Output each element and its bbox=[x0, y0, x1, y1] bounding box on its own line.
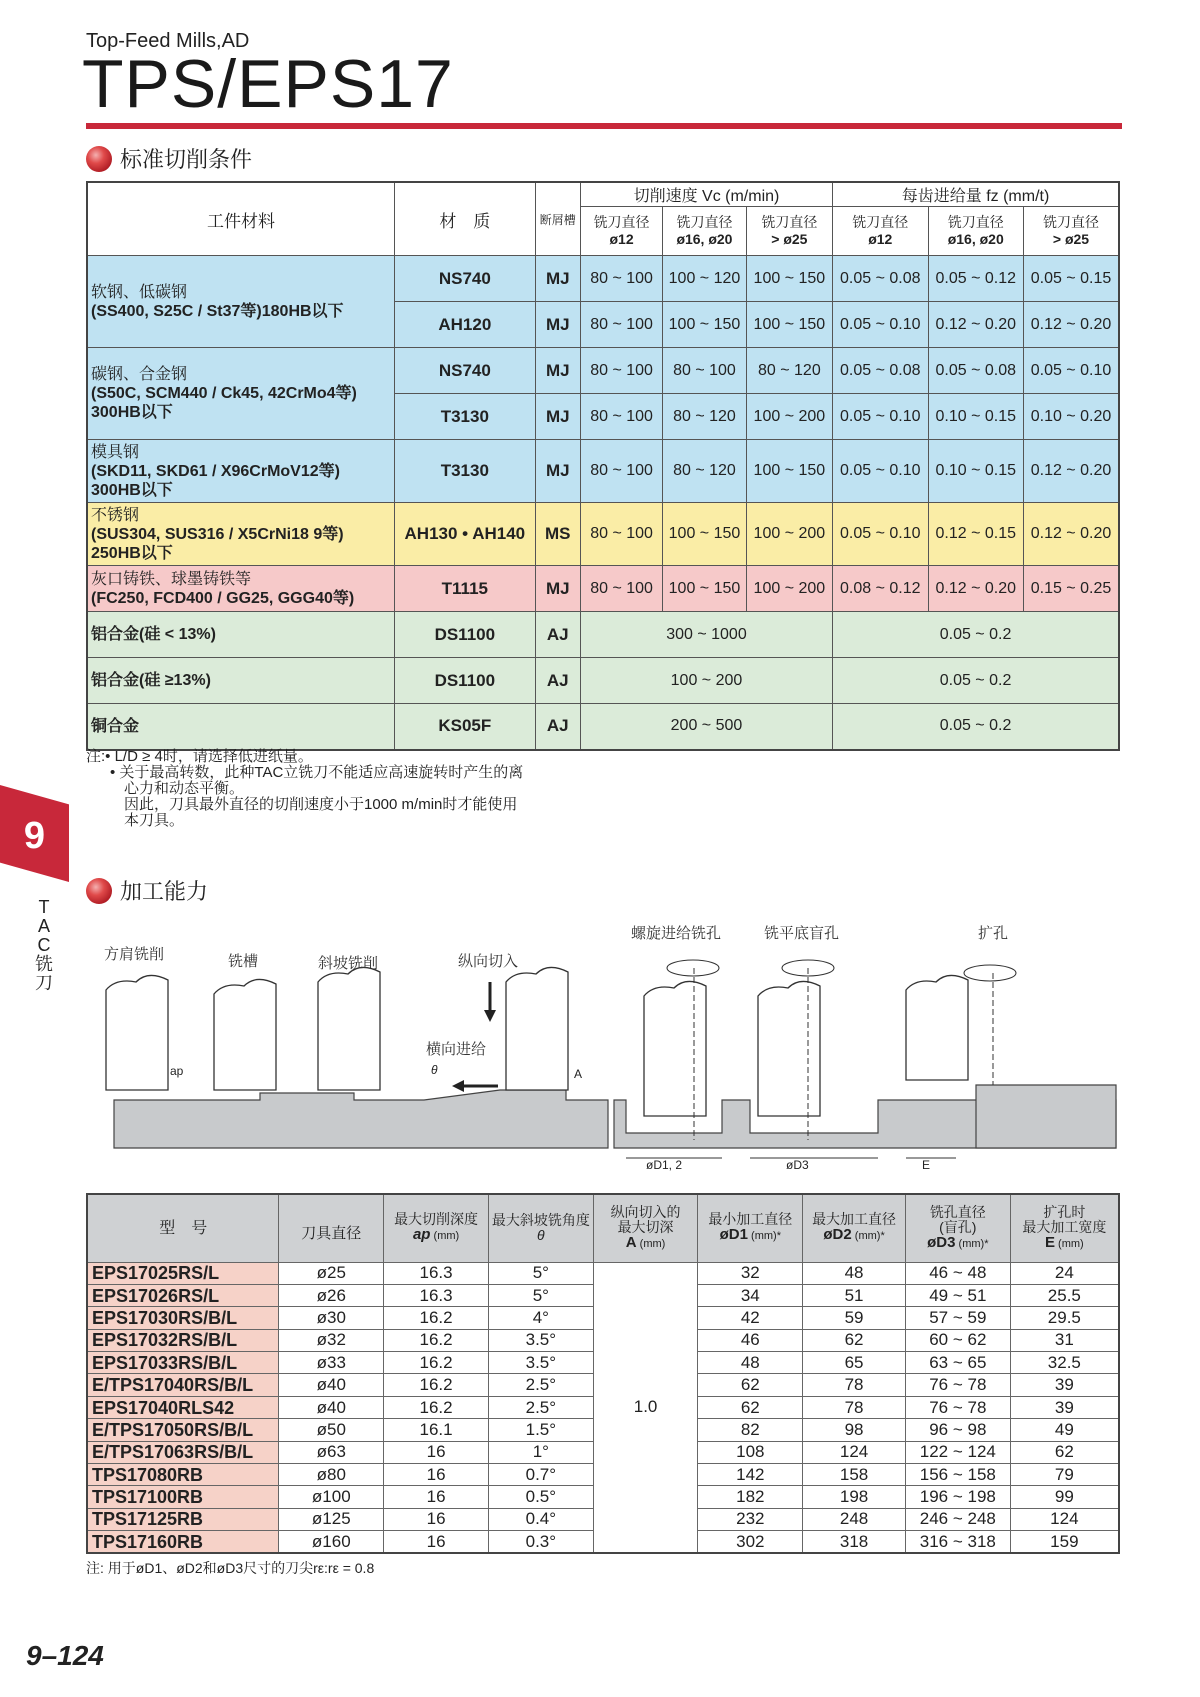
d2-cell: 62 bbox=[803, 1329, 906, 1351]
value-cell: 80 ~ 100 bbox=[580, 566, 662, 612]
dia-cell: ø125 bbox=[279, 1508, 384, 1530]
svg-text:E: E bbox=[922, 1158, 931, 1172]
dia-cell: ø26 bbox=[279, 1284, 384, 1306]
d2-cell: 124 bbox=[803, 1441, 906, 1463]
value-cell: 0.10 ~ 0.15 bbox=[928, 440, 1023, 503]
header-diameter: 刀具直径 bbox=[279, 1194, 384, 1262]
value-cell: 80 ~ 120 bbox=[663, 440, 746, 503]
ap-cell: 16 bbox=[384, 1441, 489, 1463]
A-value-cell: 1.0 bbox=[593, 1262, 698, 1553]
ap-cell: 16.3 bbox=[384, 1284, 489, 1306]
value-cell: 0.05 ~ 0.12 bbox=[928, 256, 1023, 302]
value-cell: 0.08 ~ 0.12 bbox=[833, 566, 928, 612]
value-cell: 80 ~ 100 bbox=[580, 348, 662, 394]
dia-cell: ø80 bbox=[279, 1464, 384, 1486]
value-cell: 0.10 ~ 0.20 bbox=[1023, 394, 1119, 440]
section-title: 加工能力 bbox=[120, 879, 209, 904]
value-cell: 0.12 ~ 0.20 bbox=[1023, 302, 1119, 348]
value-cell: 0.05 ~ 0.2 bbox=[833, 658, 1119, 704]
e-cell: 25.5 bbox=[1010, 1284, 1119, 1306]
ap-cell: 16.2 bbox=[384, 1352, 489, 1374]
model-cell: TPS17160RB bbox=[87, 1531, 279, 1553]
bullet-ball-icon bbox=[86, 146, 112, 172]
e-cell: 124 bbox=[1010, 1508, 1119, 1530]
subheader-vc-d16-20: 铣刀直径 ø16, ø20 bbox=[663, 207, 746, 256]
d1-cell: 32 bbox=[698, 1262, 803, 1284]
breaker-cell: AJ bbox=[535, 658, 580, 704]
d3-cell: 156 ~ 158 bbox=[905, 1464, 1010, 1486]
section-title: 标准切削条件 bbox=[120, 147, 253, 172]
material-cell: 铝合金(硅 ≥13%) bbox=[87, 658, 394, 704]
breaker-cell: MJ bbox=[535, 394, 580, 440]
subheader-fz-d12: 铣刀直径 ø12 bbox=[833, 207, 928, 256]
breaker-cell: MJ bbox=[535, 348, 580, 394]
d2-cell: 78 bbox=[803, 1396, 906, 1418]
ap-cell: 16.2 bbox=[384, 1396, 489, 1418]
note-line: • 关于最高转数，此种TAC立铣刀不能适应高速旋转时产生的离 bbox=[110, 764, 524, 781]
value-cell: 100 ~ 150 bbox=[746, 302, 832, 348]
section-heading-cutting-conditions bbox=[86, 143, 252, 174]
value-cell: 100 ~ 200 bbox=[580, 658, 832, 704]
value-cell: 0.05 ~ 0.10 bbox=[833, 440, 928, 503]
d3-cell: 60 ~ 62 bbox=[905, 1329, 1010, 1351]
model-cell: EPS17032RS/B/L bbox=[87, 1329, 279, 1351]
d1-cell: 302 bbox=[698, 1531, 803, 1553]
svg-text:øD3: øD3 bbox=[786, 1158, 809, 1172]
d3-cell: 57 ~ 59 bbox=[905, 1307, 1010, 1329]
d1-cell: 34 bbox=[698, 1284, 803, 1306]
header-cutting-speed: 切削速度 Vc (m/min) bbox=[580, 182, 832, 207]
model-cell: EPS17025RS/L bbox=[87, 1262, 279, 1284]
material-cell: 铜合金 bbox=[87, 704, 394, 750]
e-cell: 24 bbox=[1010, 1262, 1119, 1284]
value-cell: 100 ~ 150 bbox=[663, 503, 746, 566]
ap-cell: 16 bbox=[384, 1508, 489, 1530]
breaker-cell: MJ bbox=[535, 566, 580, 612]
theta-cell: 2.5° bbox=[488, 1374, 593, 1396]
d3-cell: 76 ~ 78 bbox=[905, 1396, 1010, 1418]
notes-block bbox=[86, 749, 523, 829]
op-label-shoulder: 方肩铣削 bbox=[104, 946, 165, 963]
table-row bbox=[87, 1262, 1119, 1284]
value-cell: 0.12 ~ 0.20 bbox=[928, 566, 1023, 612]
table-row bbox=[87, 566, 1119, 612]
table-row bbox=[87, 348, 1119, 394]
d2-cell: 158 bbox=[803, 1464, 906, 1486]
material-cell: 铝合金(硅 < 13%) bbox=[87, 612, 394, 658]
dia-cell: ø63 bbox=[279, 1441, 384, 1463]
notes-prefix: 注: bbox=[86, 748, 106, 765]
d2-cell: 198 bbox=[803, 1486, 906, 1508]
note-line: 心力和动态平衡。 bbox=[124, 780, 245, 797]
grade-cell: T1115 bbox=[394, 566, 535, 612]
e-cell: 29.5 bbox=[1010, 1307, 1119, 1329]
d1-cell: 232 bbox=[698, 1508, 803, 1530]
ap-cell: 16 bbox=[384, 1486, 489, 1508]
d3-cell: 76 ~ 78 bbox=[905, 1374, 1010, 1396]
table-row bbox=[87, 440, 1119, 503]
note-line: 因此，刀具最外直径的切削速度小于1000 m/min时才能使用 bbox=[124, 796, 518, 813]
d1-cell: 62 bbox=[698, 1374, 803, 1396]
grade-cell: NS740 bbox=[394, 348, 535, 394]
value-cell: 0.05 ~ 0.10 bbox=[833, 503, 928, 566]
table-row bbox=[87, 658, 1119, 704]
d2-cell: 59 bbox=[803, 1307, 906, 1329]
ap-cell: 16.2 bbox=[384, 1329, 489, 1351]
value-cell: 0.12 ~ 0.20 bbox=[1023, 503, 1119, 566]
table-row bbox=[87, 503, 1119, 566]
value-cell: 200 ~ 500 bbox=[580, 704, 832, 750]
header-D1: 最小加工直径 øD1 (mm)* bbox=[698, 1194, 803, 1262]
dia-cell: ø32 bbox=[279, 1329, 384, 1351]
value-cell: 0.10 ~ 0.15 bbox=[928, 394, 1023, 440]
d1-cell: 82 bbox=[698, 1419, 803, 1441]
theta-cell: 1.5° bbox=[488, 1419, 593, 1441]
capability-spec-table bbox=[86, 1193, 1120, 1554]
e-cell: 31 bbox=[1010, 1329, 1119, 1351]
value-cell: 100 ~ 150 bbox=[663, 566, 746, 612]
value-cell: 0.05 ~ 0.15 bbox=[1023, 256, 1119, 302]
value-cell: 80 ~ 100 bbox=[580, 503, 662, 566]
value-cell: 80 ~ 120 bbox=[746, 348, 832, 394]
svg-text:A: A bbox=[574, 1067, 583, 1081]
header-model: 型 号 bbox=[87, 1194, 279, 1262]
model-cell: E/TPS17063RS/B/L bbox=[87, 1441, 279, 1463]
machining-capability-diagram bbox=[86, 910, 1120, 1180]
theta-cell: 0.4° bbox=[488, 1508, 593, 1530]
d3-cell: 46 ~ 48 bbox=[905, 1262, 1010, 1284]
value-cell: 100 ~ 150 bbox=[746, 440, 832, 503]
e-cell: 159 bbox=[1010, 1531, 1119, 1553]
header-ap: 最大切削深度 ap (mm) bbox=[384, 1194, 489, 1262]
grade-cell: T3130 bbox=[394, 394, 535, 440]
material-cell: 不锈钢 (SUS304, SUS316 / X5CrNi18 9等) 250HB以下 bbox=[87, 503, 394, 566]
header-material: 工件材料 bbox=[87, 182, 394, 256]
breaker-cell: MS bbox=[535, 503, 580, 566]
header-breaker: 断屑槽 bbox=[535, 182, 580, 256]
ap-cell: 16.2 bbox=[384, 1374, 489, 1396]
breaker-cell: MJ bbox=[535, 440, 580, 503]
note-line: 本刀具。 bbox=[124, 812, 185, 829]
chapter-label: T A C 铣 刀 bbox=[35, 897, 53, 993]
dia-cell: ø25 bbox=[279, 1262, 384, 1284]
header-theta: 最大斜坡铣角度 θ bbox=[488, 1194, 593, 1262]
table-row bbox=[87, 704, 1119, 750]
value-cell: 80 ~ 100 bbox=[663, 348, 746, 394]
model-cell: EPS17033RS/B/L bbox=[87, 1352, 279, 1374]
op-label-boring: 扩孔 bbox=[978, 925, 1009, 942]
e-cell: 99 bbox=[1010, 1486, 1119, 1508]
dia-cell: ø30 bbox=[279, 1307, 384, 1329]
table-row bbox=[87, 612, 1119, 658]
svg-text:ap: ap bbox=[170, 1064, 184, 1078]
e-cell: 32.5 bbox=[1010, 1352, 1119, 1374]
d3-cell: 316 ~ 318 bbox=[905, 1531, 1010, 1553]
theta-cell: 2.5° bbox=[488, 1396, 593, 1418]
d2-cell: 51 bbox=[803, 1284, 906, 1306]
breaker-cell: AJ bbox=[535, 612, 580, 658]
note-line: • L/D ≥ 4时，请选择低进纸量。 bbox=[105, 748, 313, 765]
d2-cell: 318 bbox=[803, 1531, 906, 1553]
dia-cell: ø100 bbox=[279, 1486, 384, 1508]
model-cell: TPS17125RB bbox=[87, 1508, 279, 1530]
table-row bbox=[87, 256, 1119, 302]
d3-cell: 246 ~ 248 bbox=[905, 1508, 1010, 1530]
header-grade: 材 质 bbox=[394, 182, 535, 256]
theta-cell: 5° bbox=[488, 1284, 593, 1306]
breaker-cell: MJ bbox=[535, 256, 580, 302]
model-cell: TPS17080RB bbox=[87, 1464, 279, 1486]
material-cell: 软钢、低碳钢 (SS400, S25C / St37等)180HB以下 bbox=[87, 256, 394, 348]
value-cell: 100 ~ 150 bbox=[746, 256, 832, 302]
value-cell: 80 ~ 100 bbox=[580, 440, 662, 503]
header-D3: 铣孔直径 (盲孔) øD3 (mm)* bbox=[905, 1194, 1010, 1262]
model-cell: E/TPS17050RS/B/L bbox=[87, 1419, 279, 1441]
theta-cell: 1° bbox=[488, 1441, 593, 1463]
d1-cell: 182 bbox=[698, 1486, 803, 1508]
d1-cell: 142 bbox=[698, 1464, 803, 1486]
d3-cell: 196 ~ 198 bbox=[905, 1486, 1010, 1508]
ap-cell: 16.1 bbox=[384, 1419, 489, 1441]
theta-cell: 3.5° bbox=[488, 1329, 593, 1351]
value-cell: 0.05 ~ 0.08 bbox=[833, 348, 928, 394]
grade-cell: AH120 bbox=[394, 302, 535, 348]
grade-cell: KS05F bbox=[394, 704, 535, 750]
op-label-pocket: 铣平底盲孔 bbox=[764, 925, 840, 942]
grade-cell: DS1100 bbox=[394, 658, 535, 704]
e-cell: 79 bbox=[1010, 1464, 1119, 1486]
d2-cell: 48 bbox=[803, 1262, 906, 1284]
capability-drawing bbox=[86, 910, 1120, 1180]
bullet-ball-icon bbox=[86, 878, 112, 904]
theta-cell: 5° bbox=[488, 1262, 593, 1284]
subheader-fz-d25: 铣刀直径 > ø25 bbox=[1023, 207, 1119, 256]
e-cell: 62 bbox=[1010, 1441, 1119, 1463]
material-cell: 碳钢、合金钢 (S50C, SCM440 / Ck45, 42CrMo4等) 300HB以下 bbox=[87, 348, 394, 440]
op-label-plunge: 纵向切入 bbox=[458, 953, 519, 970]
d1-cell: 42 bbox=[698, 1307, 803, 1329]
page-number: 9–124 bbox=[26, 1640, 104, 1671]
op-label-traverse: 横向进给 bbox=[426, 1041, 487, 1058]
page-title: TPS/EPS17 bbox=[82, 46, 454, 122]
value-cell: 80 ~ 100 bbox=[580, 256, 662, 302]
model-cell: EPS17026RS/L bbox=[87, 1284, 279, 1306]
value-cell: 0.05 ~ 0.2 bbox=[833, 704, 1119, 750]
op-label-helical: 螺旋进给铣孔 bbox=[631, 925, 722, 942]
material-cell: 模具钢 (SKD11, SKD61 / X96CrMoV12等) 300HB以下 bbox=[87, 440, 394, 503]
d3-cell: 96 ~ 98 bbox=[905, 1419, 1010, 1441]
material-cell: 灰口铸铁、球墨铸铁等 (FC250, FCD400 / GG25, GGG40等) bbox=[87, 566, 394, 612]
subheader-fz-d16-20: 铣刀直径 ø16, ø20 bbox=[928, 207, 1023, 256]
header-D2: 最大加工直径 øD2 (mm)* bbox=[803, 1194, 906, 1262]
e-cell: 39 bbox=[1010, 1374, 1119, 1396]
header-A: 纵向切入的 最大切深 A (mm) bbox=[593, 1194, 698, 1262]
cutting-conditions-table bbox=[86, 181, 1120, 751]
d1-cell: 62 bbox=[698, 1396, 803, 1418]
model-cell: EPS17040RLS42 bbox=[87, 1396, 279, 1418]
d2-cell: 78 bbox=[803, 1374, 906, 1396]
value-cell: 100 ~ 200 bbox=[746, 394, 832, 440]
ap-cell: 16.2 bbox=[384, 1307, 489, 1329]
value-cell: 300 ~ 1000 bbox=[580, 612, 832, 658]
model-cell: TPS17100RB bbox=[87, 1486, 279, 1508]
subheader-vc-d12: 铣刀直径 ø12 bbox=[580, 207, 662, 256]
value-cell: 100 ~ 200 bbox=[746, 566, 832, 612]
e-cell: 39 bbox=[1010, 1396, 1119, 1418]
theta-cell: 3.5° bbox=[488, 1352, 593, 1374]
value-cell: 0.05 ~ 0.08 bbox=[833, 256, 928, 302]
dia-cell: ø50 bbox=[279, 1419, 384, 1441]
value-cell: 100 ~ 120 bbox=[663, 256, 746, 302]
tool-shoulder bbox=[106, 975, 168, 1090]
header-E: 扩孔时 最大加工宽度 E (mm) bbox=[1010, 1194, 1119, 1262]
value-cell: 80 ~ 100 bbox=[580, 302, 662, 348]
value-cell: 0.05 ~ 0.10 bbox=[833, 394, 928, 440]
grade-cell: T3130 bbox=[394, 440, 535, 503]
theta-cell: 4° bbox=[488, 1307, 593, 1329]
breaker-cell: AJ bbox=[535, 704, 580, 750]
value-cell: 0.12 ~ 0.20 bbox=[928, 302, 1023, 348]
d2-cell: 65 bbox=[803, 1352, 906, 1374]
dia-cell: ø40 bbox=[279, 1374, 384, 1396]
e-cell: 49 bbox=[1010, 1419, 1119, 1441]
op-label-slot: 铣槽 bbox=[228, 953, 259, 970]
dia-cell: ø40 bbox=[279, 1396, 384, 1418]
value-cell: 0.05 ~ 0.08 bbox=[928, 348, 1023, 394]
subheader-vc-d25: 铣刀直径 > ø25 bbox=[746, 207, 832, 256]
grade-cell: NS740 bbox=[394, 256, 535, 302]
ap-cell: 16 bbox=[384, 1531, 489, 1553]
theta-cell: 0.5° bbox=[488, 1486, 593, 1508]
value-cell: 0.05 ~ 0.10 bbox=[833, 302, 928, 348]
d2-cell: 248 bbox=[803, 1508, 906, 1530]
dia-cell: ø160 bbox=[279, 1531, 384, 1553]
ap-cell: 16 bbox=[384, 1464, 489, 1486]
value-cell: 100 ~ 200 bbox=[746, 503, 832, 566]
d3-cell: 63 ~ 65 bbox=[905, 1352, 1010, 1374]
grade-cell: AH130 • AH140 bbox=[394, 503, 535, 566]
d1-cell: 108 bbox=[698, 1441, 803, 1463]
section-heading-capability bbox=[86, 875, 208, 906]
value-cell: 0.12 ~ 0.20 bbox=[1023, 440, 1119, 503]
grade-cell: DS1100 bbox=[394, 612, 535, 658]
theta-cell: 0.7° bbox=[488, 1464, 593, 1486]
chapter-number: 9 bbox=[23, 815, 46, 857]
header-feed-per-tooth: 每齿进给量 fz (mm/t) bbox=[833, 182, 1119, 207]
d1-cell: 46 bbox=[698, 1329, 803, 1351]
breaker-cell: MJ bbox=[535, 302, 580, 348]
d3-cell: 49 ~ 51 bbox=[905, 1284, 1010, 1306]
value-cell: 0.05 ~ 0.10 bbox=[1023, 348, 1119, 394]
spec-footnote: 注: 用于øD1、øD2和øD3尺寸的刀尖rε:rε = 0.8 bbox=[86, 1560, 375, 1576]
value-cell: 80 ~ 120 bbox=[663, 394, 746, 440]
theta-cell: 0.3° bbox=[488, 1531, 593, 1553]
value-cell: 0.12 ~ 0.15 bbox=[928, 503, 1023, 566]
model-cell: E/TPS17040RS/B/L bbox=[87, 1374, 279, 1396]
d2-cell: 98 bbox=[803, 1419, 906, 1441]
ap-cell: 16.3 bbox=[384, 1262, 489, 1284]
value-cell: 0.15 ~ 0.25 bbox=[1023, 566, 1119, 612]
d1-cell: 48 bbox=[698, 1352, 803, 1374]
d3-cell: 122 ~ 124 bbox=[905, 1441, 1010, 1463]
value-cell: 100 ~ 150 bbox=[663, 302, 746, 348]
dia-cell: ø33 bbox=[279, 1352, 384, 1374]
title-divider bbox=[86, 123, 1122, 129]
model-cell: EPS17030RS/B/L bbox=[87, 1307, 279, 1329]
value-cell: 0.05 ~ 0.2 bbox=[833, 612, 1119, 658]
op-label-ramp: 斜坡铣削 bbox=[318, 955, 379, 972]
svg-text:øD1, 2: øD1, 2 bbox=[646, 1158, 683, 1172]
product-subtitle: Top-Feed Mills,AD bbox=[86, 30, 250, 52]
svg-text:θ: θ bbox=[431, 1063, 438, 1077]
value-cell: 80 ~ 100 bbox=[580, 394, 662, 440]
